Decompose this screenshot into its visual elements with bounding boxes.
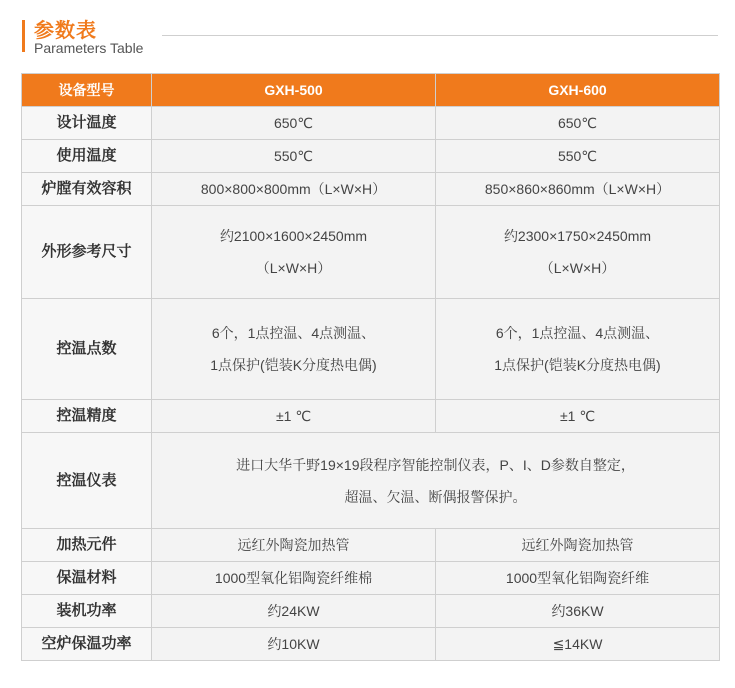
table-header-row <box>22 74 720 107</box>
table-row <box>22 107 720 140</box>
accent-bar <box>22 20 25 52</box>
table-row <box>22 173 720 206</box>
parameters-table <box>21 73 720 661</box>
cell-value: 1000型氧化铝陶瓷纤维棉 <box>152 562 436 595</box>
cell-value <box>436 299 720 400</box>
cell-line: （L×W×H） <box>255 260 332 276</box>
row-label: 使用温度 <box>22 140 152 173</box>
cell-line: 6个，1点控温、4点测温、 <box>211 325 376 341</box>
cell-value <box>152 206 436 299</box>
page-subtitle: Parameters Table <box>34 40 144 56</box>
header-model-label: 设备型号 <box>22 74 152 107</box>
cell-value: 约36KW <box>436 595 720 628</box>
row-label: 控温精度 <box>22 400 152 433</box>
cell-value: 650℃ <box>152 107 436 140</box>
cell-value: ≦14KW <box>436 628 720 661</box>
cell-line: 进口大华千野19×19段程序智能控制仪表，P、I、D参数自整定， <box>236 456 635 473</box>
cell-value: 远红外陶瓷加热管 <box>152 529 436 562</box>
row-label: 设计温度 <box>22 107 152 140</box>
cell-value <box>436 206 720 299</box>
cell-value: 约24KW <box>152 595 436 628</box>
cell-value: ±1 ℃ <box>436 400 720 433</box>
cell-line: 约2300×1750×2450mm <box>503 228 652 244</box>
cell-line: （L×W×H） <box>539 260 616 276</box>
table-row <box>22 595 720 628</box>
row-label: 空炉保温功率 <box>22 628 152 661</box>
row-label: 保温材料 <box>22 562 152 595</box>
table-row <box>22 299 720 400</box>
cell-line: 超温、欠温、断偶报警保护。 <box>344 488 527 505</box>
title-divider <box>162 35 718 36</box>
table-row <box>22 433 720 529</box>
row-label: 装机功率 <box>22 595 152 628</box>
cell-line: 6个，1点控温、4点测温、 <box>495 325 660 341</box>
header-model-2: GXH-600 <box>436 74 720 107</box>
cell-value <box>152 433 720 529</box>
cell-value <box>152 299 436 400</box>
cell-value: 约10KW <box>152 628 436 661</box>
table-row <box>22 628 720 661</box>
page-title: 参数表 <box>34 20 97 42</box>
page-header <box>0 0 735 70</box>
cell-value: 800×800×800mm（L×W×H） <box>152 173 436 206</box>
table-row <box>22 529 720 562</box>
row-label: 控温点数 <box>22 299 152 400</box>
cell-line: 1点保护(铠装K分度热电偶) <box>494 357 661 373</box>
table-row <box>22 400 720 433</box>
cell-line: 约2100×1600×2450mm <box>219 228 368 244</box>
row-label: 控温仪表 <box>22 433 152 529</box>
row-label: 外形参考尺寸 <box>22 206 152 299</box>
cell-value: 远红外陶瓷加热管 <box>436 529 720 562</box>
row-label: 加热元件 <box>22 529 152 562</box>
cell-line: 1点保护(铠装K分度热电偶) <box>210 357 377 373</box>
cell-value: 850×860×860mm（L×W×H） <box>436 173 720 206</box>
cell-value: 550℃ <box>436 140 720 173</box>
cell-value: 650℃ <box>436 107 720 140</box>
row-label: 炉膛有效容积 <box>22 173 152 206</box>
table-row <box>22 140 720 173</box>
table-row <box>22 206 720 299</box>
cell-value: 550℃ <box>152 140 436 173</box>
cell-value: 1000型氧化铝陶瓷纤维 <box>436 562 720 595</box>
table-row <box>22 562 720 595</box>
cell-value: ±1 ℃ <box>152 400 436 433</box>
header-model-1: GXH-500 <box>152 74 436 107</box>
